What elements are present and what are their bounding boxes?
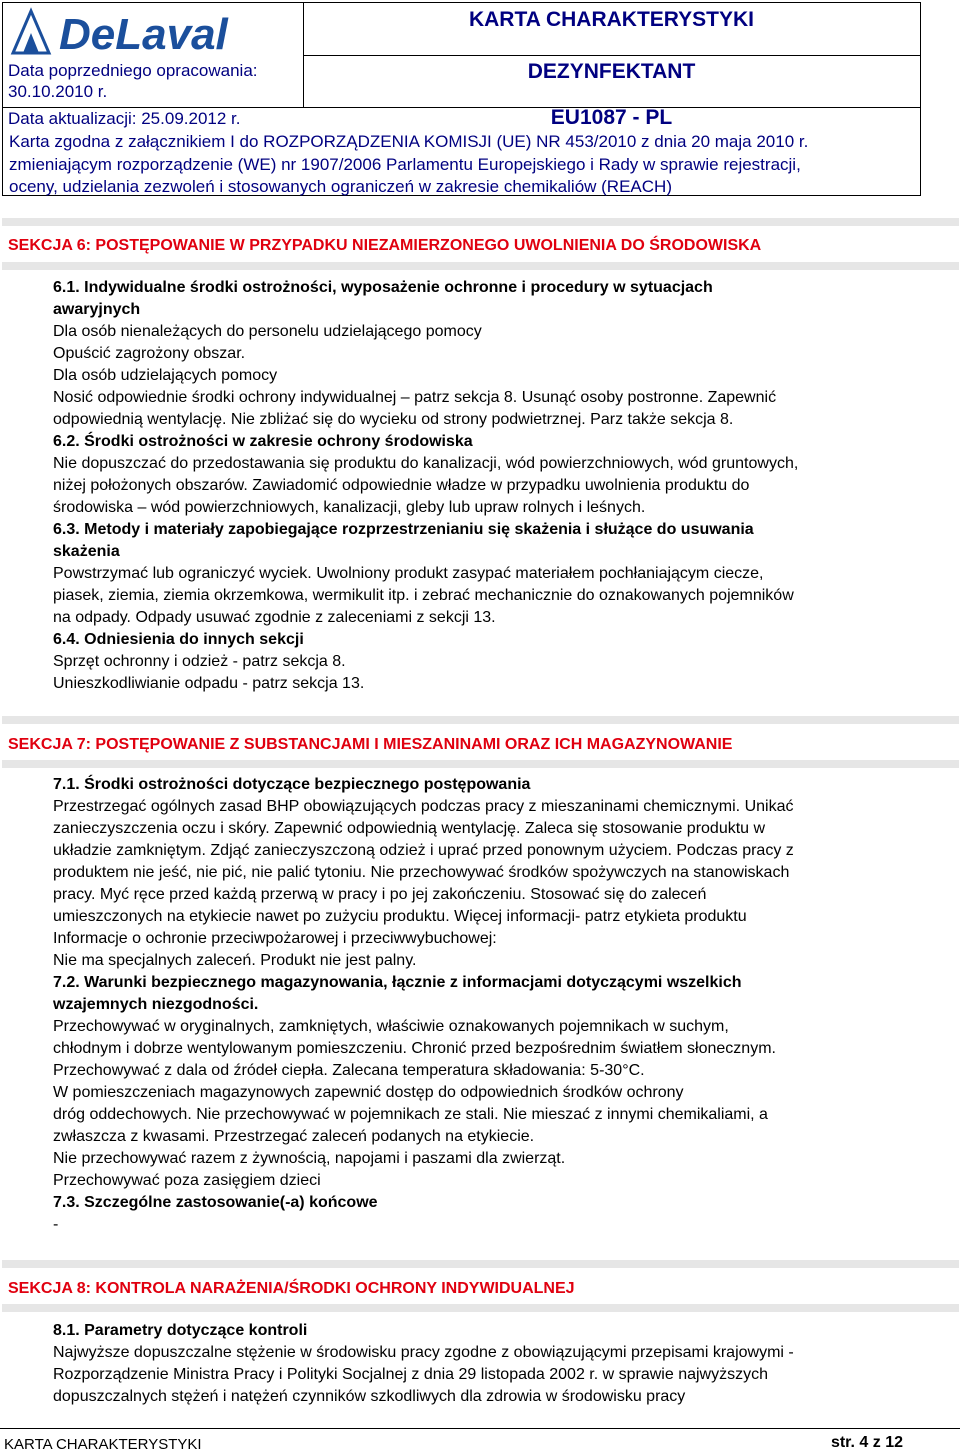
section-separator	[2, 218, 959, 226]
delaval-logo	[9, 5, 299, 62]
paragraph-line: Przechowywać w oryginalnych, zamkniętych, właściwie oznakowanych pojemnikach w suchym,	[53, 1018, 729, 1035]
section-separator	[2, 716, 959, 724]
legal-line-1: Karta zgodna z załącznikiem I do ROZPORZĄDZENIA KOMISJI (UE) NR 453/2010 z dnia 20 maja 2010 r.	[9, 132, 809, 151]
paragraph-line: Unieszkodliwianie odpadu - patrz sekcja 13.	[53, 675, 365, 692]
subsection-heading: 6.3. Metody i materiały zapobiegające rozprzestrzenianiu się skażenia i służące do usuwania	[53, 521, 754, 538]
document-header	[2, 2, 921, 196]
paragraph-line: niżej położonych obszarów. Zawiadomić odpowiednie władze w przypadku uwolnienia produktu do	[53, 477, 750, 494]
paragraph-line: produktem nie jeść, nie pić, nie palić tytoniu. Nie przechowywać środków spożywczych na stanowiskach	[53, 864, 790, 881]
paragraph-line: Dla osób udzielających pomocy	[53, 367, 278, 384]
paragraph-line: dopuszczalnych stężeń i natężeń czynników szkodliwych dla zdrowia w środowisku pracy	[53, 1388, 686, 1405]
paragraph-line: Sprzęt ochronny i odzież - patrz sekcja 8.	[53, 653, 346, 670]
subsection-heading: wzajemnych niezgodności.	[53, 996, 259, 1013]
header-left-cell	[3, 3, 304, 107]
footer-doc-title: KARTA CHARAKTERYSTYKI	[4, 1436, 202, 1453]
paragraph-line: Powstrzymać lub ograniczyć wyciek. Uwolniony produkt zasypać materiałem pochłaniającym ciecze,	[53, 565, 764, 582]
logo-text: DeLaval	[59, 10, 228, 57]
paragraph-line: dróg oddechowych. Nie przechowywać w pojemnikach ze stali. Nie mieszać z innymi chemikaliami, a	[53, 1106, 768, 1123]
paragraph-line: Nie dopuszczać do przedostawania się produktu do kanalizacji, wód powierzchniowych, wód gruntowych,	[53, 455, 799, 472]
page-footer	[0, 1428, 960, 1454]
legal-line-3: oceny, udzielania zezwoleń i stosowanych ograniczeń w zakresie chemikaliów (REACH)	[9, 177, 672, 196]
subsection-heading: 6.1. Indywidualne środki ostrożności, wyposażenie ochronne i procedury w sytuacjach	[53, 279, 713, 296]
prev-date-label: Data poprzedniego opracowania:	[8, 61, 258, 80]
paragraph-line: zwłaszcza z kwasami. Przestrzegać zaleceń podanych na etykiecie.	[53, 1128, 535, 1145]
page-number: str. 4 z 12	[830, 1434, 903, 1451]
header-title: KARTA CHARAKTERYSTYKI	[468, 8, 755, 31]
paragraph-line: Opuścić zagrożony obszar.	[53, 345, 246, 362]
paragraph-line: Rozporządzenie Ministra Pracy i Polityki Socjalnej z dnia 29 listopada 2002 r. w sprawie najwyższych	[53, 1366, 768, 1383]
paragraph-line: Informacje o ochronie przeciwpożarowej i przeciwwybuchowej:	[53, 930, 497, 947]
paragraph-line: Najwyższe dopuszczalne stężenie w środowisku pracy zgodne z obowiązującymi przepisami krajowymi -	[53, 1344, 794, 1361]
product-name: DEZYNFEKTANT	[527, 60, 696, 83]
section-separator	[2, 1304, 959, 1312]
section-separator	[2, 262, 959, 270]
paragraph-line: zanieczyszczenia oczu i skóry. Zapewnić odpowiednią wentylację. Zaleca się stosowanie produktu w	[53, 820, 766, 837]
subsection-heading: 7.2. Warunki bezpiecznego magazynowania, łącznie z informacjami dotyczącymi wszelkich	[53, 974, 742, 991]
paragraph-line: odpowiednią wentylację. Nie zbliżać się do wycieku od strony podwietrznej. Parz także sekcja 8.	[53, 411, 734, 428]
subsection-heading: 8.1. Parametry dotyczące kontroli	[53, 1322, 308, 1339]
paragraph-line: Przestrzegać ogólnych zasad BHP obowiązujących podczas pracy z mieszaninami chemicznymi. Unikać	[53, 798, 794, 815]
section-8-title: SEKCJA 8: KONTROLA NARAŻENIA/ŚRODKI OCHRONY INDYWIDUALNEJ	[8, 1280, 575, 1297]
paragraph-line: W pomieszczeniach magazynowych zapewnić dostęp do odpowiednich środków ochrony	[53, 1084, 684, 1101]
product-code: EU1087 - PL	[550, 106, 673, 129]
subsection-heading: awaryjnych	[53, 301, 141, 318]
paragraph-line: na odpady. Odpady usuwać zgodnie z zaleceniami z sekcji 13.	[53, 609, 496, 626]
header-divider	[303, 55, 920, 56]
section-7-title: SEKCJA 7: POSTĘPOWANIE Z SUBSTANCJAMI I MIESZANINAMI ORAZ ICH MAGAZYNOWANIE	[8, 736, 733, 753]
paragraph-line: Nie przechowywać razem z żywnością, napojami i paszami dla zwierząt.	[53, 1150, 566, 1167]
paragraph-line: pracy. Myć ręce przed każdą przerwą w pracy i po jej zakończeniu. Stosować się do zaleceń	[53, 886, 707, 903]
subsection-heading: 7.1. Środki ostrożności dotyczące bezpiecznego postępowania	[53, 776, 531, 793]
paragraph-line: Nosić odpowiednie środki ochrony indywidualnej – patrz sekcja 8. Usunąć osoby postronne. Zapewnić	[53, 389, 777, 406]
paragraph-line: układzie zamkniętym. Zdjąć zanieczyszczoną odzież i uprać przed ponownym użyciem. Podczas pracy z	[53, 842, 794, 859]
section-6-title: SEKCJA 6: POSTĘPOWANIE W PRZYPADKU NIEZAMIERZONEGO UWOLNIENIA DO ŚRODOWISKA	[8, 237, 762, 254]
paragraph-line: -	[53, 1216, 59, 1233]
paragraph-line: Dla osób nienależących do personelu udzielającego pomocy	[53, 323, 482, 340]
section-separator	[2, 760, 959, 768]
subsection-heading: 6.2. Środki ostrożności w zakresie ochrony środowiska	[53, 433, 473, 450]
subsection-heading: 7.3. Szczególne zastosowanie(-a) końcowe	[53, 1194, 378, 1211]
paragraph-line: Przechowywać poza zasięgiem dzieci	[53, 1172, 321, 1189]
legal-line-2: zmieniającym rozporządzenie (WE) nr 1907/2006 Parlamentu Europejskiego i Rady w sprawie rejestracji,	[9, 155, 801, 174]
subsection-heading: skażenia	[53, 543, 120, 560]
paragraph-line: piasek, ziemia, ziemia okrzemkowa, wermikulit itp. i zebrać mechanicznie do oznakowanych pojemników	[53, 587, 794, 604]
prev-date-value: 30.10.2010 r.	[8, 82, 108, 101]
paragraph-line: chłodnym i dobrze wentylowanym pomieszczeniu. Chronić przed bezpośrednim światłem słonecznym.	[53, 1040, 776, 1057]
subsection-heading: 6.4. Odniesienia do innych sekcji	[53, 631, 304, 648]
paragraph-line: Przechowywać z dala od źródeł ciepła. Zalecana temperatura składowania: 5-30°C.	[53, 1062, 645, 1079]
section-separator	[2, 1260, 959, 1268]
delaval-logo-icon	[9, 5, 299, 57]
paragraph-line: środowiska – wód powierzchniowych, kanalizacji, gleby lub upraw rolnych i leśnych.	[53, 499, 646, 516]
update-date: Data aktualizacji: 25.09.2012 r.	[8, 109, 241, 128]
paragraph-line: umieszczonych na etykiecie nawet po zużyciu produktu. Więcej informacji- patrz etykieta produktu	[53, 908, 747, 925]
paragraph-line: Nie ma specjalnych zaleceń. Produkt nie jest palny.	[53, 952, 417, 969]
